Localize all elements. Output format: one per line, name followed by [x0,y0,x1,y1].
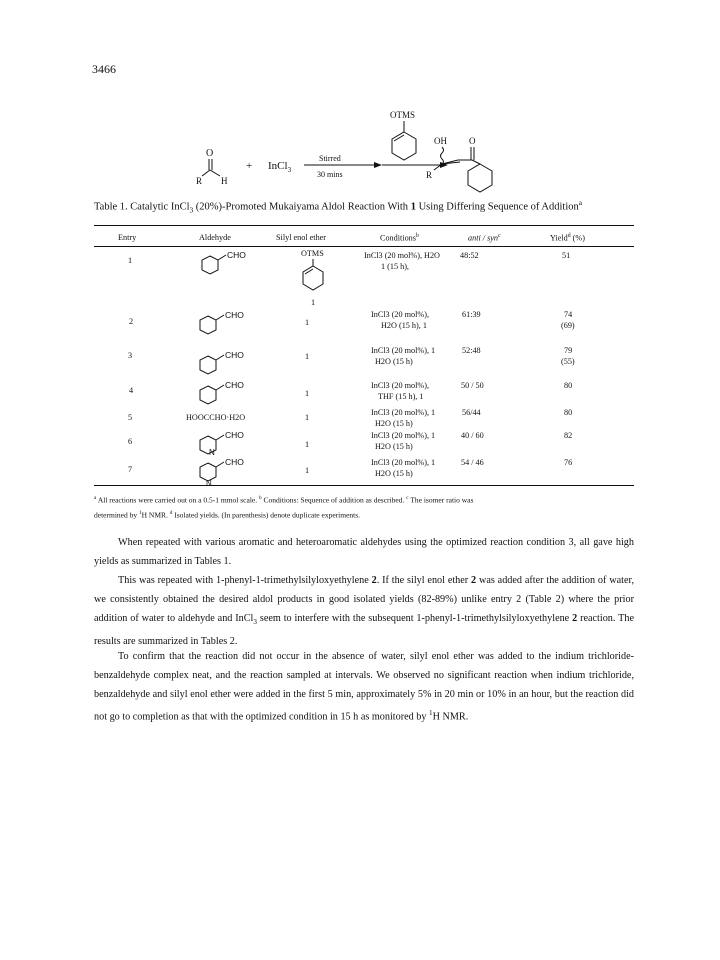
row7-pyrrole-aldehyde-structure [196,455,256,487]
footnote-d: Isolated yields. (In parenthesis) denote duplicate experiments. [174,510,361,519]
table-bottom-rule [94,485,634,486]
table-caption: Table 1. Catalytic InCl$_3$ (20%)-Promoted Mukaiyama Aldol Reaction With 1 Using Differing Sequence of Addition$^a$ [94,198,583,215]
svg-text:CHO: CHO [225,430,244,440]
row6-silyl: 1 [305,440,310,449]
row7-entry: 7 [128,465,133,474]
row3-silyl: 1 [305,352,310,361]
row4-silyl: 1 [305,389,310,398]
row1-ratio: 48:52 [460,251,479,260]
header-aldehyde: Aldehyde [199,233,231,242]
header-ratio: anti / syn$^c$ [468,233,501,243]
arrow-head-icon [374,162,382,168]
table-footnotes: $^a$ All reactions were carried out on a 0.5-1 mmol scale. $^b$ Conditions: Sequence of addition as described. $^c$ The isomer ratio was determined by $^1$H NMR. $^d$ Isolated yields. (In parenthesis) denote duplicate experiments. [94,495,474,519]
svg-text:N: N [206,479,212,487]
svg-text:CHO: CHO [225,380,244,390]
row4-ratio: 50 / 50 [461,381,484,390]
row2-benzaldehyde-structure [196,306,256,336]
row3-entry: 3 [128,351,133,360]
row6-ratio: 40 / 60 [461,431,484,440]
svg-text:N: N [209,448,215,457]
footnote-a: All reactions were carried out on a 0.5-1 mmol scale. [97,495,258,505]
svg-text:CHO: CHO [227,250,246,260]
row2-entry: 2 [129,317,134,326]
incl3-reagent: InCl$_3$ [268,160,292,174]
footnote-b: Conditions: Sequence of addition as described. [263,495,405,505]
row2-silyl: 1 [305,318,310,327]
aldehyde-r-group: R [196,176,203,186]
row3-conditions-line1: InCl3 (20 mol%), 1 [371,346,436,355]
silyl-enol-ether-structure [390,110,416,160]
row2-conditions-line1: InCl3 (20 mol%), [371,310,429,319]
paragraph-1: When repeated with various aromatic and heteroaromatic aldehydes using the optimized reaction condition 3, all gave high yields as summarized in Tables 1. [94,537,634,567]
row7-ratio: 54 / 46 [461,458,484,467]
row7-silyl: 1 [305,466,310,475]
product-oh-label: OH [434,136,447,146]
paragraph-2: This was repeated with 1-phenyl-1-trimethylsilyloxyethylene 2. If the silyl enol ether 2 was added after the addition of water, we consistently obtained the desired aldol products in good isolated yields (82-89%) unlike entry 2 (Table 2) where the prior addition of water to aldehyde and InCl$_3$ seem to interfere with the subsequent 1-phenyl-1-trimethylsilyloxyethylene 2 reaction. The results are summarized in Tables 2. [94,575,635,648]
header-yield: Yield$^d$ (%) [550,233,585,243]
row3-yield-duplicate: (55) [561,357,575,366]
svg-text:CHO: CHO [225,310,244,320]
row1-silyl-otms: OTMS [301,249,324,258]
row5-yield: 80 [564,408,573,417]
header-entry: Entry [118,233,137,242]
row1-silyl-number: 1 [311,298,316,307]
footnote-c-line1: The isomer ratio was [410,495,474,505]
plus-sign: + [246,160,253,172]
header-conditions: Conditions$^b$ [380,233,419,243]
row2-yield-duplicate: (69) [561,321,575,330]
row1-silyl-ring [298,258,328,298]
otms-label: OTMS [390,110,416,120]
row7-yield: 76 [564,458,573,467]
row7-conditions-line1: InCl3 (20 mol%), 1 [371,458,436,467]
svg-text:CHO: CHO [225,350,244,360]
row5-silyl: 1 [305,413,310,422]
row4-entry: 4 [129,386,134,395]
row6-conditions-line1: InCl3 (20 mol%), 1 [371,431,436,440]
svg-text:CHO: CHO [225,457,244,467]
aldehyde-o-atom: O [206,148,214,159]
row3-conditions-line2: H2O (15 h) [375,357,413,366]
row1-benzaldehyde-structure [196,248,256,278]
row6-yield: 82 [564,431,573,440]
row2-yield: 74 [564,310,573,319]
row4-benzaldehyde-structure [196,376,256,406]
product-o-label: O [469,136,476,146]
row3-yield: 79 [564,346,573,355]
row5-ratio: 56/44 [462,408,481,417]
row6-entry: 6 [128,437,133,446]
header-silyl-enol-ether: Silyl enol ether [276,233,327,242]
row4-conditions-line2: THF (15 h), 1 [378,392,424,401]
row4-yield: 80 [564,381,573,390]
row1-conditions-line2: 1 (15 h), [381,262,409,271]
row4-conditions-line1: InCl3 (20 mol%), [371,381,429,390]
row1-yield: 51 [562,251,571,260]
row3-ratio: 52:48 [462,346,481,355]
row6-conditions-line2: H2O (15 h) [375,442,413,451]
row5-entry: 5 [128,413,133,422]
arrow-condition-bottom: 30 mins [317,170,343,179]
row2-conditions-line2: H2O (15 h), 1 [381,321,427,330]
row1-entry: 1 [128,256,133,265]
row5-aldehyde: HOOCCHO·H2O [186,413,246,422]
table-top-rule [94,225,634,226]
paragraph-3: To confirm that the reaction did not occur in the absence of water, silyl enol ether was added to the indium trichloride-benzaldehyde complex neat, and the reaction sampled at intervals. We observed no significant reaction when indium trichloride, benzaldehyde and silyl enol ether were added in the first 5 min, approximately 5% in 20 min or 10% in an hour, but the reaction did not go to completion as that with the optimized condition in 15 h as monitored by $^1$H NMR. [94,651,634,723]
aldehyde-structure [196,148,228,186]
arrow-condition-top: Stirred [319,154,341,163]
row7-conditions-line2: H2O (15 h) [375,469,413,478]
row5-conditions-line1: InCl3 (20 mol%), 1 [371,408,436,417]
page-number: 3466 [92,62,116,76]
row1-conditions-line1: InCl3 (20 mol%), H2O [364,251,440,260]
reaction-scheme [190,104,550,196]
row3-benzaldehyde-structure [196,346,256,376]
table-header-rule [94,246,634,247]
aldol-product-structure [426,136,492,192]
aldehyde-h-atom: H [221,176,228,186]
product-r-group: R [426,170,433,180]
row5-conditions-line2: H2O (15 h) [375,419,413,428]
row2-ratio: 61:39 [462,310,481,319]
